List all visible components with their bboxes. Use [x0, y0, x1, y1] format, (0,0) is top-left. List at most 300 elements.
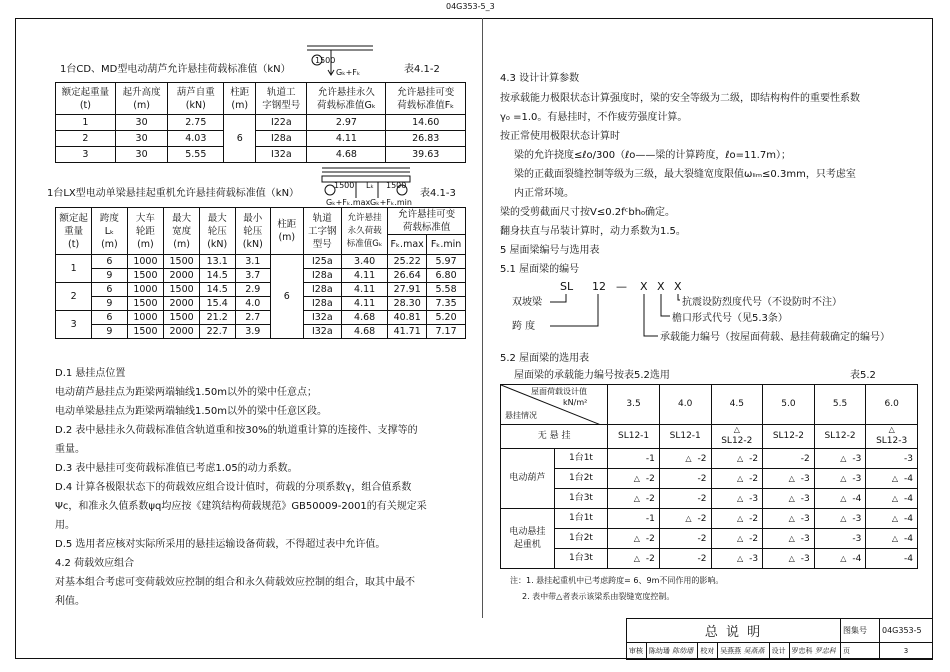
col-header: 柱距 (m) [271, 208, 304, 255]
code-value: -4 [904, 533, 913, 544]
cell: 4.03 [168, 131, 224, 147]
col-header: 葫芦自重 (kN) [168, 83, 224, 115]
note-line: 电动葫芦悬挂点为距梁两端轴线1.50m以外的梁中任意点； [55, 387, 318, 398]
tri-mark: △ [788, 533, 795, 543]
code-value: -2 [645, 533, 655, 544]
code-cell [763, 489, 815, 509]
section-5-2-sub: 屋面梁的承载能力编号按表5.2选用 [514, 370, 670, 381]
note-line: D.5 选用者应核对实际所采用的悬挂运输设备荷载，不得超过表中允许值。 [55, 539, 386, 550]
cell: 4.68 [342, 311, 388, 325]
atlas-label: 图集号 [841, 619, 880, 643]
table-5-2-number: 表5.2 [850, 370, 876, 381]
code-value: -3 [800, 493, 810, 504]
code-cell [814, 549, 866, 569]
tri-mark: △ [633, 553, 640, 563]
code-cell [659, 549, 711, 569]
load-header: 4.5 [711, 385, 763, 425]
none-cell [659, 425, 711, 449]
code-value: -3 [800, 553, 810, 564]
tri-mark: △ [888, 425, 895, 434]
t412-number: 表4.1-2 [404, 64, 440, 75]
crane-sketch-l2: Gₖ+Fₖ.min [370, 198, 412, 207]
cell: 1 [56, 115, 116, 131]
cell: 2 [56, 131, 116, 147]
cell: 1500 [127, 297, 164, 311]
cell: 41.71 [388, 325, 427, 339]
cell: 5.58 [427, 283, 466, 297]
cell: 5.97 [427, 255, 466, 269]
cell: 1500 [164, 311, 200, 325]
code-value: -2 [697, 473, 707, 484]
column-divider [482, 18, 483, 618]
code-value: -2 [697, 533, 707, 544]
cell: 3.40 [342, 255, 388, 269]
tri-mark: △ [633, 473, 640, 483]
code-value: SL12-1 [669, 431, 701, 441]
tri-mark: △ [840, 553, 847, 563]
code-cell [814, 449, 866, 469]
code-cell [814, 469, 866, 489]
page-label: 页 [841, 643, 880, 660]
none-cell [763, 425, 815, 449]
cell: 14.5 [199, 269, 235, 283]
note-line: 重量。 [55, 444, 85, 455]
cell: 9 [92, 297, 127, 311]
weight-label: 1台1t [554, 509, 608, 529]
tri-mark: △ [736, 513, 744, 523]
cell: 3.7 [235, 269, 271, 283]
t413-title: 1台LX型电动单梁悬挂起重机允许悬挂荷载标准值（kN） [47, 188, 300, 199]
cell: 7.17 [427, 325, 466, 339]
table-4-1-3 [55, 207, 466, 339]
code-label-dk: 檐口形式代号（见5.3条） [672, 313, 788, 324]
code-cell [659, 529, 711, 549]
cell: 30 [115, 115, 168, 131]
code-cell [608, 509, 660, 529]
note-line: D.3 表中悬挂可变荷载标准值已考虑1.05的动力系数。 [55, 463, 298, 474]
cell: I32a [303, 311, 341, 325]
crane-sketch-b: Lₖ [366, 181, 374, 190]
cell: 4.11 [342, 283, 388, 297]
code-value: -4 [904, 513, 913, 524]
code-cell [866, 549, 918, 569]
code-value: -2 [749, 533, 759, 544]
code-value: -2 [697, 553, 707, 564]
corner-unit: kN/m² [563, 398, 588, 407]
cell: 40.81 [388, 311, 427, 325]
role-name [646, 643, 697, 660]
code-x3: X [674, 280, 682, 293]
signature: 罗忠科 [814, 647, 836, 655]
cell: I32a [256, 147, 307, 163]
col-header: 大车 轮距 (m) [127, 208, 164, 255]
cell: 2.7 [235, 311, 271, 325]
note-line: 用。 [55, 520, 75, 531]
code-value: -3 [852, 533, 862, 544]
right-line: 梁的正截面裂缝控制等级为三级，最大裂缝宽度限值ωₗᵢₘ≤0.3mm，只考虑室 [514, 169, 856, 180]
right-line: 按承载能力极限状态计算强度时，梁的安全等级为二级，即结构构件的重要性系数 [500, 93, 860, 104]
weight-label: 1台1t [554, 449, 608, 469]
cell: 13.1 [199, 255, 235, 269]
code-leader-lines [540, 292, 680, 338]
cell: 30 [115, 147, 168, 163]
col-header: 额定起 重量 (t) [56, 208, 92, 255]
tri-mark: △ [840, 453, 847, 463]
cell: 4.68 [307, 147, 386, 163]
code-value: -4 [904, 553, 913, 564]
cell: 1000 [127, 283, 164, 297]
cell: 26.83 [386, 131, 466, 147]
tri-mark: △ [840, 473, 847, 483]
role-label: 审核 [627, 643, 647, 660]
cell: I25a [303, 255, 341, 269]
table-5-2 [500, 384, 918, 569]
code-cell [814, 489, 866, 509]
code-sl: SL [560, 280, 574, 293]
cell: 6 [92, 255, 127, 269]
code-cell [763, 509, 815, 529]
title-block [626, 618, 933, 660]
cell: 5.55 [168, 147, 224, 163]
cell: 7.35 [427, 297, 466, 311]
atlas-number: 04G353-5 [880, 619, 933, 643]
cell: 3.9 [235, 325, 271, 339]
col-header: 允许悬挂可变 荷载标准值 [388, 208, 466, 235]
cell: 4.0 [235, 297, 271, 311]
table-note: 注：1. 悬挂起重机中已考虑跨度= 6、9m不同作用的影响。 [510, 576, 724, 585]
tri-mark: △ [633, 493, 640, 503]
drawing-title: 总 说 明 [627, 619, 841, 643]
hoist-sketch-len: 1500 [315, 56, 336, 65]
code-cell [711, 449, 763, 469]
cell: I28a [303, 283, 341, 297]
code-value: -2 [645, 553, 655, 564]
code-label-kz: 抗震设防烈度代号（不设防时不注） [682, 297, 842, 308]
role-label: 校对 [698, 643, 718, 660]
crane-sketch-a: 1500 [334, 181, 355, 190]
group-label: 电动葫芦 [501, 449, 555, 509]
col-header: 允许悬挂永久 荷载标准值Gₖ [307, 83, 386, 115]
group-label: 电动悬挂 起重机 [501, 509, 555, 569]
cell: 6.80 [427, 269, 466, 283]
code-value: -3 [852, 473, 862, 484]
note-line: 对基本组合考虑可变荷载效应控制的组合和永久荷载效应控制的组合，取其中最不 [55, 577, 415, 588]
cell: 2000 [164, 297, 200, 311]
signature: 陈幼璠 [672, 647, 694, 655]
code-value: -4 [852, 493, 862, 504]
cell: I22a [256, 115, 307, 131]
cell: 21.2 [199, 311, 235, 325]
code-value: -3 [904, 453, 913, 464]
code-value: -1 [645, 513, 655, 524]
role-name-text: 吴燕燕 [720, 647, 742, 655]
code-cell [659, 449, 711, 469]
crane-sketch-l1: Gₖ+Fₖ.max [326, 198, 371, 207]
code-cell [711, 549, 763, 569]
note-line: 利值。 [55, 596, 85, 607]
col-header: 柱距 (m) [224, 83, 256, 115]
tri-mark: △ [788, 493, 795, 503]
cell: 22.7 [199, 325, 235, 339]
col-header: 跨度 Lₖ (m) [92, 208, 127, 255]
load-header: 5.5 [814, 385, 866, 425]
note-line: D.1 悬挂点位置 [55, 368, 126, 379]
page-number: 3 [880, 643, 933, 660]
cell: 30 [115, 131, 168, 147]
cell: 1500 [164, 283, 200, 297]
tri-mark: △ [736, 533, 744, 543]
cell: 1500 [127, 269, 164, 283]
code-label-cz: 承载能力编号（按屋面荷载、悬挂荷载确定的编号） [660, 332, 890, 343]
tri-mark: △ [736, 453, 744, 463]
cell: 1500 [127, 325, 164, 339]
cell: 25.22 [388, 255, 427, 269]
tri-mark: △ [788, 513, 795, 523]
t412-title: 1台CD、MD型电动葫芦允许悬挂荷载标准值（kN） [60, 64, 291, 75]
col-header: 轨道工 字钢型号 [256, 83, 307, 115]
none-label: 无 悬 挂 [501, 425, 608, 449]
cell: 1000 [127, 311, 164, 325]
header-code: 04G353-5_3 [446, 2, 495, 11]
col-header: 轨道 工字钢 型号 [303, 208, 341, 255]
code-value: SL12-2 [772, 431, 804, 441]
cell: 27.91 [388, 283, 427, 297]
right-line: 梁的受剪截面尺寸按V≤0.2fᶜbh₀确定。 [500, 207, 676, 218]
code-value: -2 [645, 493, 655, 504]
col-header: Fₖ.min [427, 235, 466, 255]
cell: 5.20 [427, 311, 466, 325]
note-line: D.4 计算各极限状态下的荷载效应组合设计值时，荷载的分项系数γ，组合值系数 [55, 482, 412, 493]
code-value: -3 [852, 453, 862, 464]
corner-left: 悬挂情况 [505, 411, 537, 420]
code-value: -4 [904, 473, 913, 484]
col-header: 起升高度 (m) [115, 83, 168, 115]
cell: I32a [303, 325, 341, 339]
table-note: 2. 表中带△者表示该梁系由裂缝宽度控制。 [522, 592, 675, 601]
cell: 6 [92, 283, 127, 297]
code-cell [866, 529, 918, 549]
cell: 3.1 [235, 255, 271, 269]
right-line: 翻身扶直与吊装计算时，动力系数为1.5。 [500, 226, 686, 237]
tri-mark: △ [788, 473, 795, 483]
tri-mark: △ [891, 513, 899, 523]
tri-mark: △ [736, 473, 744, 483]
col-header: 额定起重量 (t) [56, 83, 116, 115]
tri-mark: △ [736, 493, 744, 503]
code-value: -2 [645, 473, 655, 484]
cell: 2.75 [168, 115, 224, 131]
code-value: -3 [800, 513, 810, 524]
none-cell [866, 425, 918, 449]
code-cell [814, 509, 866, 529]
cell: I28a [256, 131, 307, 147]
code-cell [659, 509, 711, 529]
load-header: 3.5 [608, 385, 660, 425]
signature: 吴燕燕 [743, 647, 765, 655]
load-header: 6.0 [866, 385, 918, 425]
right-line: 内正常环境。 [514, 188, 574, 199]
cell: 14.60 [386, 115, 466, 131]
role-name [718, 643, 769, 660]
role-label: 设计 [769, 643, 789, 660]
code-cell [711, 469, 763, 489]
right-line: 按正常使用极限状态计算时 [500, 131, 620, 142]
tri-mark: △ [633, 533, 640, 543]
code-value: -2 [749, 513, 759, 524]
code-num: 12 [592, 280, 606, 293]
code-cell [866, 489, 918, 509]
weight-label: 1台2t [554, 469, 608, 489]
col-header: Fₖ.max [388, 235, 427, 255]
code-value: -4 [904, 493, 913, 504]
tri-mark: △ [685, 513, 692, 523]
right-line: 梁的允许挠度≤ℓo/300（ℓo——梁的计算跨度，ℓo=11.7m）； [514, 150, 791, 161]
role-name [789, 643, 840, 660]
cell: 2.97 [307, 115, 386, 131]
cell: 6 [92, 311, 127, 325]
code-value: -3 [852, 513, 862, 524]
code-cell [608, 549, 660, 569]
cell: 2000 [164, 269, 200, 283]
tri-mark: △ [788, 553, 795, 563]
tri-mark: △ [736, 553, 744, 563]
cell: 14.5 [199, 283, 235, 297]
note-line: 4.2 荷载效应组合 [55, 558, 135, 569]
cell: 4.11 [307, 131, 386, 147]
cell: 9 [92, 325, 127, 339]
code-value: -3 [800, 473, 810, 484]
section-5-1-title: 5.1 屋面梁的编号 [500, 264, 580, 275]
code-cell [866, 449, 918, 469]
cell: 9 [92, 269, 127, 283]
code-cell [608, 489, 660, 509]
weight-label: 1台3t [554, 489, 608, 509]
none-cell [814, 425, 866, 449]
col-header: 最小 轮压 (kN) [235, 208, 271, 255]
section-5-2-title: 5.2 屋面梁的选用表 [500, 353, 590, 364]
cell: 4.11 [342, 297, 388, 311]
hoist-sketch-load: Gₖ+Fₖ [336, 68, 361, 77]
code-cell [763, 529, 815, 549]
code-cell [659, 489, 711, 509]
code-cell [866, 469, 918, 489]
code-cell [608, 449, 660, 469]
code-cell [711, 509, 763, 529]
tri-mark: △ [891, 493, 899, 503]
cell: 3 [56, 147, 116, 163]
code-value: -2 [697, 493, 707, 504]
code-cell [763, 469, 815, 489]
tri-mark: △ [733, 425, 740, 434]
cell: 15.4 [199, 297, 235, 311]
cell: 2.9 [235, 283, 271, 297]
code-value: -3 [749, 553, 759, 564]
tri-mark: △ [891, 473, 899, 483]
none-cell [711, 425, 763, 449]
code-cell [763, 449, 815, 469]
code-cell [711, 489, 763, 509]
code-cell [608, 469, 660, 489]
code-x2: X [657, 280, 665, 293]
role-name-text: 陈幼璠 [648, 647, 670, 655]
code-value: -4 [852, 553, 862, 564]
cell: 4.68 [342, 325, 388, 339]
code-value: SL12-3 [876, 436, 908, 446]
corner-cell [501, 385, 608, 425]
tri-mark: △ [891, 533, 899, 543]
code-label-span: 跨 度 [512, 321, 536, 332]
code-value: -2 [749, 453, 759, 464]
code-cell [608, 529, 660, 549]
code-value: -1 [645, 453, 655, 464]
cell: 4.11 [342, 269, 388, 283]
cell: 1 [56, 255, 92, 283]
col-header: 允许悬挂可变 荷载标准值Fₖ [386, 83, 466, 115]
code-value: -2 [749, 473, 759, 484]
code-cell [659, 469, 711, 489]
code-value: SL12-1 [618, 431, 650, 441]
col-header: 允许悬挂 永久荷载 标准值Gₖ [342, 208, 388, 255]
code-value: -2 [697, 513, 707, 524]
code-value: -2 [697, 453, 707, 464]
note-line: Ψc，和准永久值系数ψq均应按《建筑结构荷载规范》GB50009-2001的有关规定采 [55, 501, 427, 512]
col-header: 最大 宽度 (m) [164, 208, 200, 255]
none-cell [608, 425, 660, 449]
tri-mark: △ [840, 493, 847, 503]
t413-number: 表4.1-3 [420, 188, 456, 199]
code-value: SL12-2 [721, 436, 753, 446]
note-line: D.2 表中悬挂永久荷载标准值含轨道重和按30%的轨道重计算的连接件、支撑等的 [55, 425, 418, 436]
code-value: -2 [800, 453, 810, 464]
col-header: 最大 轮压 (kN) [199, 208, 235, 255]
load-header: 4.0 [659, 385, 711, 425]
cell: 26.64 [388, 269, 427, 283]
corner-top: 屋面荷载设计值 [531, 387, 587, 396]
code-value: -3 [749, 493, 759, 504]
tri-mark: △ [685, 453, 692, 463]
cell: 1500 [164, 255, 200, 269]
section-5-title: 5 屋面梁编号与选用表 [500, 245, 600, 256]
code-cell [763, 549, 815, 569]
code-cell [866, 509, 918, 529]
code-value: -3 [800, 533, 810, 544]
note-line: 电动单梁悬挂点为距梁两端轴线1.50m以外的梁中任意区段。 [55, 406, 328, 417]
right-line: γ₀ =1.0。有悬挂时，不作疲劳强度计算。 [500, 112, 688, 123]
weight-label: 1台3t [554, 549, 608, 569]
cell: I28a [303, 297, 341, 311]
crane-sketch-c: 1500 [386, 181, 407, 190]
cell: 2000 [164, 325, 200, 339]
code-cell [814, 529, 866, 549]
tri-mark: △ [840, 513, 847, 523]
code-dash: — [616, 280, 627, 293]
role-name-text: 罗忠科 [791, 647, 813, 655]
section-4-3-title: 4.3 设计计算参数 [500, 73, 580, 84]
code-value: SL12-2 [824, 431, 856, 441]
code-x1: X [640, 280, 648, 293]
code-label-shuang: 双坡梁 [512, 297, 542, 308]
table-4-1-2 [55, 82, 466, 163]
cell-span: 6 [271, 255, 304, 339]
cell: 1000 [127, 255, 164, 269]
cell: I28a [303, 269, 341, 283]
load-header: 5.0 [763, 385, 815, 425]
cell: 3 [56, 311, 92, 339]
weight-label: 1台2t [554, 529, 608, 549]
cell: 28.30 [388, 297, 427, 311]
code-cell [711, 529, 763, 549]
cell: 2 [56, 283, 92, 311]
